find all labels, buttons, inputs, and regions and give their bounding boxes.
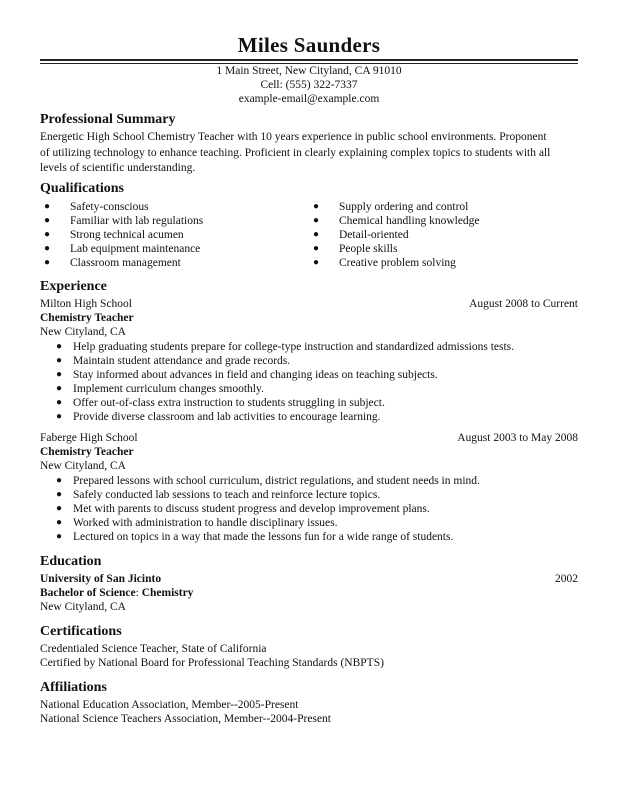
- list-item: ● Classroom management: [44, 257, 181, 269]
- certification-item: Credentialed Science Teacher, State of California: [40, 643, 267, 655]
- education-location: New Cityland, CA: [40, 601, 126, 613]
- job-header: [40, 297, 578, 312]
- certifications-heading: Certifications: [40, 624, 122, 639]
- education-school-row: [40, 572, 578, 587]
- affiliation-item: National Science Teachers Association, Member--2004-Present: [40, 713, 331, 725]
- summary-line: of utilizing technology to enhance teaching. Proficient in clearly explaining complex topics to students with all: [40, 146, 551, 159]
- summary-heading: Professional Summary: [40, 112, 176, 127]
- list-item: ● Familiar with lab regulations: [44, 215, 204, 227]
- education-major: Chemistry: [141, 587, 194, 599]
- summary-line: Energetic High School Chemistry Teacher with 10 years experience in public school environments. Proponent: [40, 131, 547, 143]
- bullet-icon: ●: [56, 503, 63, 514]
- list-item: ● Creative problem solving: [313, 257, 456, 269]
- list-item: ● Stay informed about advances in field and changing ideas on teaching subjects.: [56, 369, 438, 381]
- candidate-name: Miles Saunders: [237, 33, 381, 57]
- contact-address: 1 Main Street, New Cityland, CA 91010: [216, 65, 402, 77]
- job-dates: August 2008 to Current: [469, 298, 578, 310]
- list-item: ● Lectured on topics in a way that made the lessons fun for a wide range of students.: [56, 531, 454, 543]
- list-item: ● Met with parents to discuss student progress and develop improvement plans.: [56, 503, 430, 515]
- bullet-icon: ●: [56, 531, 63, 542]
- bullet-icon: ●: [313, 243, 320, 254]
- job-bullets: [40, 474, 580, 544]
- bullet-icon: ●: [313, 215, 320, 226]
- bullet-icon: ●: [313, 201, 320, 212]
- bullet-icon: ●: [44, 215, 51, 226]
- education-degree-line: [40, 586, 193, 600]
- bullet-icon: ●: [44, 201, 51, 212]
- job-header: [40, 431, 578, 446]
- job-role: Chemistry Teacher: [40, 446, 134, 458]
- bullet-icon: ●: [313, 257, 320, 268]
- list-item: ● Safety-conscious: [44, 201, 149, 213]
- bullet-icon: ●: [44, 257, 51, 268]
- list-item: ● Offer out-of-class extra instruction to students struggling in subject.: [56, 397, 385, 409]
- certification-item: Certified by National Board for Professional Teaching Standards (NBPTS): [40, 657, 384, 669]
- qualifications-heading: Qualifications: [40, 181, 125, 196]
- bullet-icon: ●: [56, 475, 63, 486]
- header-rule-thick: [40, 59, 578, 61]
- list-item: ● Strong technical acumen: [44, 229, 184, 241]
- list-item: ● Worked with administration to handle disciplinary issues.: [56, 517, 338, 529]
- education-degree: Bachelor of Science: [40, 587, 136, 599]
- education-school: University of San Jicinto: [40, 573, 162, 585]
- list-item: ● Lab equipment maintenance: [44, 243, 201, 255]
- qualifications-left-list: [40, 200, 310, 270]
- bullet-icon: ●: [56, 383, 63, 394]
- summary-line: levels of scientific understanding.: [40, 162, 196, 174]
- affiliation-item: National Education Association, Member--2005-Present: [40, 699, 299, 711]
- list-item: ● People skills: [313, 243, 398, 255]
- list-item: ● Help graduating students prepare for college-type instruction and standardized admissions tests.: [56, 341, 515, 353]
- bullet-icon: ●: [313, 229, 320, 240]
- list-item: ● Provide diverse classroom and lab activities to encourage learning.: [56, 411, 381, 423]
- list-item: ● Supply ordering and control: [313, 201, 469, 213]
- bullet-icon: ●: [44, 229, 51, 240]
- job-employer: Milton High School: [40, 298, 133, 310]
- job-role: Chemistry Teacher: [40, 312, 134, 324]
- list-item: ● Implement curriculum changes smoothly.: [56, 383, 264, 395]
- job-bullets: [40, 340, 580, 424]
- list-item: ● Prepared lessons with school curriculum, district regulations, and student needs in mind.: [56, 475, 480, 487]
- job-location: New Cityland, CA: [40, 326, 126, 338]
- contact-block: [0, 64, 618, 106]
- bullet-icon: ●: [56, 517, 63, 528]
- job-employer: Faberge High School: [40, 432, 138, 444]
- list-item: ● Chemical handling knowledge: [313, 215, 480, 227]
- education-degree-sep: :: [135, 587, 142, 599]
- contact-cell: Cell: (555) 322-7337: [260, 79, 358, 91]
- job-dates: August 2003 to May 2008: [457, 432, 578, 444]
- list-item: ● Safely conducted lab sessions to teach and reinforce lecture topics.: [56, 489, 381, 501]
- list-item: ● Detail-oriented: [313, 229, 409, 241]
- affiliations-heading: Affiliations: [40, 680, 107, 695]
- list-item: ● Maintain student attendance and grade records.: [56, 355, 291, 367]
- job-location: New Cityland, CA: [40, 460, 126, 472]
- bullet-icon: ●: [44, 243, 51, 254]
- bullet-icon: ●: [56, 411, 63, 422]
- contact-email: example-email@example.com: [238, 93, 380, 105]
- summary-paragraph: [40, 130, 580, 177]
- bullet-icon: ●: [56, 369, 63, 380]
- bullet-icon: ●: [56, 489, 63, 500]
- bullet-icon: ●: [56, 341, 63, 352]
- bullet-icon: ●: [56, 397, 63, 408]
- education-heading: Education: [40, 554, 102, 569]
- qualifications-right-list: [309, 200, 579, 270]
- experience-heading: Experience: [40, 279, 107, 294]
- bullet-icon: ●: [56, 355, 63, 366]
- education-year: 2002: [555, 573, 578, 585]
